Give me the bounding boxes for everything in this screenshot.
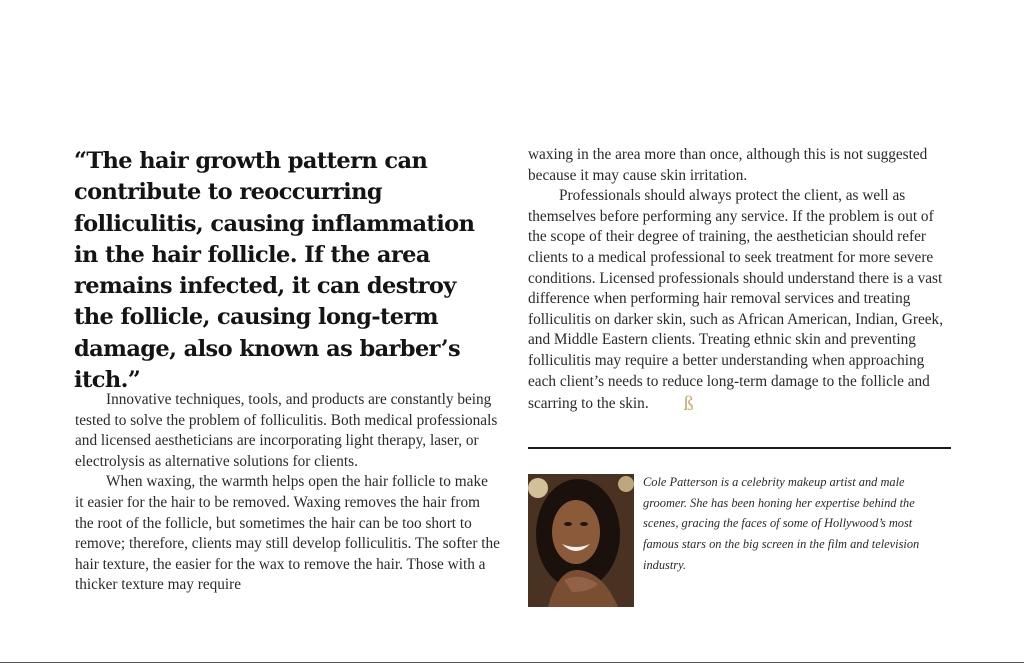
paragraph: Innovative techniques, tools, and products are constantly being tested to solve the problem of folliculitis. Both medical professionals and licensed aestheticians are incorporating light therapy, laser, or electrolysis as alternative solutions for clients. [75, 391, 498, 470]
right-column [528, 145, 952, 415]
left-column [75, 390, 500, 596]
end-mark-icon: ß [683, 393, 694, 416]
paragraph: When waxing, the warmth helps open the hair follicle to make it easier for the hair to be removed. Waxing removes the hair from the root of the follicle, but sometimes the hair can be too short to remove; therefore, clients may still develop folliculitis. The softer the hair texture, the easier for the wax to remove the hair. Those with a thicker texture may require [75, 473, 500, 594]
paragraph: waxing in the area more than once, although this is not suggested because it may cause skin irritation. [528, 146, 928, 184]
paragraph-text: Professionals should always protect the client, as well as themselves before performing any service. If the problem is out of the scope of their degree of training, the aesthetician should refer clients to a medical professional to seek treatment for more severe conditions. Licensed professionals should understand there is a vast difference when performing hair removal services and treating folliculitis on darker skin, such as African American, Indian, Greek, and Middle Eastern clients. Treating ethnic skin and preventing folliculitis may require a better understanding when approaching each client’s needs to reduce long-term damage to the follicle and scarring to the skin. [528, 187, 944, 413]
author-bio: Cole Patterson is a celebrity makeup artist and male groomer. She has been honing her expertise behind the scenes, gracing the faces of some of Hollywood’s most famous stars on the big screen in the film and television industry. [643, 475, 920, 572]
paragraph-with-end-mark [528, 186, 952, 415]
page-bottom-rule [0, 662, 1024, 663]
pull-quote: “The hair growth pattern can contribute to reoccurring folliculitis, causing inflammation in the hair follicle. If the area remains infected, it can destroy the follicle, causing long-term damage, also known as barber’s itch.” [74, 148, 475, 394]
author-photo [528, 474, 634, 607]
section-divider [528, 447, 951, 449]
author-portrait-image [528, 474, 634, 607]
